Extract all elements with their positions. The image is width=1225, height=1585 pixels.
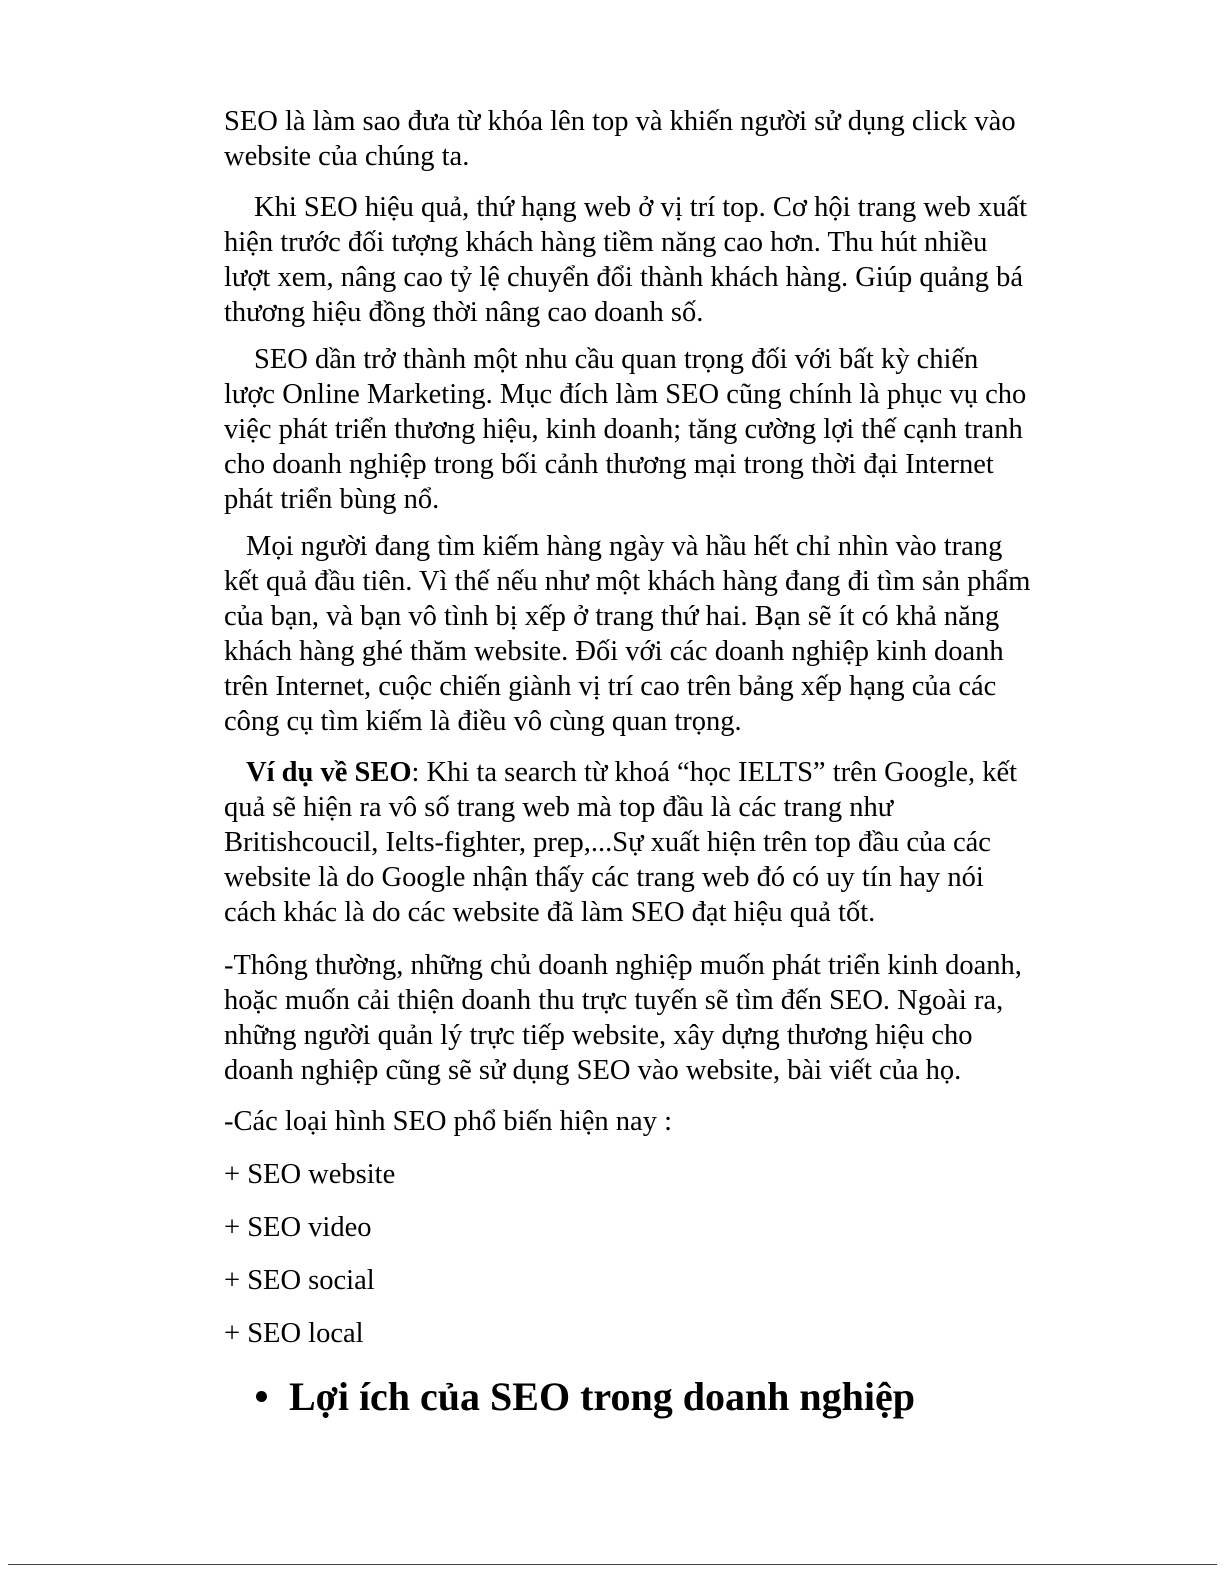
text-line: phát triển bùng nổ. xyxy=(224,484,440,515)
paragraph-seo-users xyxy=(224,948,1074,1088)
text-line: khách hàng ghé thăm website. Đối với các doanh nghiệp kinh doanh xyxy=(224,636,1004,667)
paragraph-search-behavior-cont xyxy=(224,564,1074,739)
text-line: kết quả đầu tiên. Vì thế nếu như một khách hàng đang đi tìm sản phẩm xyxy=(224,566,1031,597)
text-line: Khi SEO hiệu quả, thứ hạng web ở vị trí top. Cơ hội trang web xuất xyxy=(254,192,1028,223)
text-line xyxy=(246,755,1074,790)
text-line: của bạn, và bạn vô tình bị xếp ở trang thứ hai. Bạn sẽ ít có khả năng xyxy=(224,601,1000,632)
section-heading xyxy=(256,1370,915,1424)
text-line: cho doanh nghiệp trong bối cảnh thương mại trong thời đại Internet xyxy=(224,449,994,480)
paragraph-seo-example xyxy=(224,755,1074,790)
paragraph-seo-example-cont xyxy=(224,790,1074,930)
paragraph-search-behavior xyxy=(224,529,1074,564)
document-body xyxy=(224,104,1074,1351)
text-line: thương hiệu đồng thời nâng cao doanh số. xyxy=(224,297,704,328)
list-item: + SEO social xyxy=(224,1265,375,1296)
text-line: quả sẽ hiện ra vô số trang web mà top đầu là các trang như xyxy=(224,792,894,823)
page-bottom-divider xyxy=(8,1564,1217,1565)
list-item: + SEO website xyxy=(224,1159,396,1190)
text-line: -Các loại hình SEO phổ biến hiện nay : xyxy=(224,1106,672,1137)
list-item: + SEO local xyxy=(224,1318,364,1349)
paragraph-seo-types-intro xyxy=(224,1104,1074,1139)
text-line: việc phát triển thương hiệu, kinh doanh; tăng cường lợi thế cạnh tranh xyxy=(224,414,1023,445)
text-line: hoặc muốn cải thiện doanh thu trực tuyến sẽ tìm đến SEO. Ngoài ra, xyxy=(224,985,1004,1016)
example-lead: Ví dụ về SEO xyxy=(246,757,412,788)
text-line: Mọi người đang tìm kiếm hàng ngày và hầu hết chỉ nhìn vào trang xyxy=(246,531,1003,562)
paragraph-seo-definition xyxy=(224,104,1074,174)
text-line: website của chúng ta. xyxy=(224,141,470,172)
text-line: -Thông thường, những chủ doanh nghiệp muốn phát triển kinh doanh, xyxy=(224,950,1022,981)
text-line: lược Online Marketing. Mục đích làm SEO cũng chính là phục vụ cho xyxy=(224,379,1027,410)
text-line: hiện trước đối tượng khách hàng tiềm năng cao hơn. Thu hút nhiều xyxy=(224,227,988,258)
example-line-rest: : Khi ta search từ khoá “học IELTS” trên Google, kết xyxy=(411,757,1018,788)
text-line: công cụ tìm kiếm là điều vô cùng quan trọng. xyxy=(224,706,742,737)
text-line: những người quản lý trực tiếp website, xây dựng thương hiệu cho xyxy=(224,1020,973,1051)
bullet-icon xyxy=(256,1391,267,1402)
text-line: SEO dần trở thành một nhu cầu quan trọng đối với bất kỳ chiến xyxy=(254,344,979,375)
paragraph-seo-effectiveness xyxy=(224,190,1074,225)
list-item: + SEO video xyxy=(224,1212,372,1243)
text-line: website là do Google nhận thấy các trang web đó có uy tín hay nói xyxy=(224,862,984,893)
text-line: Britishcoucil, Ielts-fighter, prep,...Sự xuất hiện trên top đầu của các xyxy=(224,827,991,858)
text-line: SEO là làm sao đưa từ khóa lên top và khiến người sử dụng click vào xyxy=(224,106,1016,137)
paragraph-seo-marketing-cont xyxy=(224,377,1074,517)
section-heading-text: Lợi ích của SEO trong doanh nghiệp xyxy=(289,1374,916,1419)
text-line: lượt xem, nâng cao tỷ lệ chuyển đổi thành khách hàng. Giúp quảng bá xyxy=(224,262,1024,293)
paragraph-seo-effectiveness-cont xyxy=(224,225,1074,330)
text-line: doanh nghiệp cũng sẽ sử dụng SEO vào website, bài viết của họ. xyxy=(224,1055,962,1086)
text-line: trên Internet, cuộc chiến giành vị trí cao trên bảng xếp hạng của các xyxy=(224,671,997,702)
text-line: cách khác là do các website đã làm SEO đạt hiệu quả tốt. xyxy=(224,897,876,928)
paragraph-seo-marketing xyxy=(224,342,1074,377)
